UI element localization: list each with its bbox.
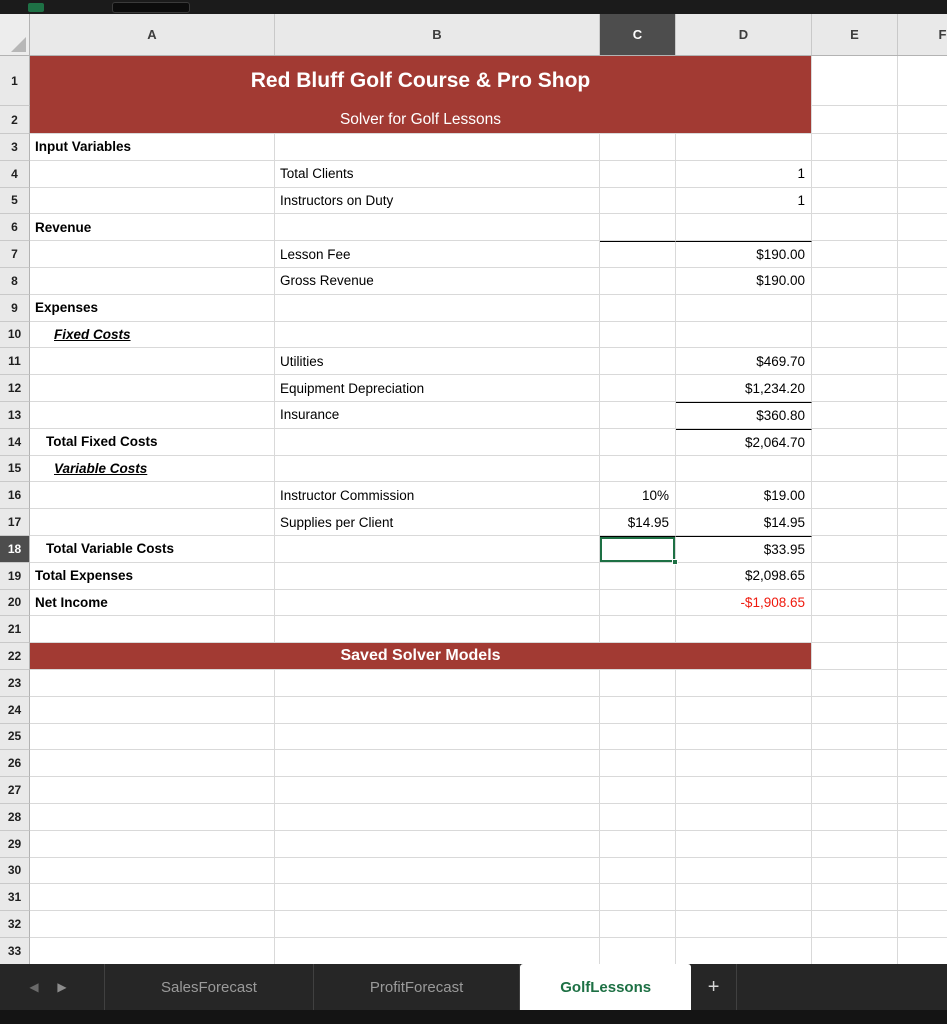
cell-C25[interactable] <box>600 724 676 751</box>
cell-A20[interactable]: Net Income <box>30 590 275 617</box>
cell-E5[interactable] <box>812 188 898 215</box>
cell-E23[interactable] <box>812 670 898 697</box>
cell-D14[interactable]: $2,064.70 <box>676 429 812 456</box>
row-header-7[interactable]: 7 <box>0 241 30 268</box>
cell-D19[interactable]: $2,098.65 <box>676 563 812 590</box>
cell-E17[interactable] <box>812 509 898 536</box>
cell-C24[interactable] <box>600 697 676 724</box>
banner-row-2[interactable]: Solver for Golf Lessons <box>30 106 812 134</box>
cell-F4[interactable] <box>898 161 947 188</box>
grid-row-7 <box>0 241 947 268</box>
cell-D24[interactable] <box>676 697 812 724</box>
cell-F33[interactable] <box>898 938 947 964</box>
banner-row-1[interactable]: Red Bluff Golf Course & Pro Shop <box>30 56 812 106</box>
cell-E30[interactable] <box>812 858 898 885</box>
grid-row-22 <box>0 643 947 670</box>
cell-D17[interactable]: $14.95 <box>676 509 812 536</box>
cell-D23[interactable] <box>676 670 812 697</box>
row-header-15[interactable]: 15 <box>0 456 30 483</box>
grid-row-19 <box>0 563 947 590</box>
cell-A32[interactable] <box>30 911 275 938</box>
cell-C10[interactable] <box>600 322 676 349</box>
cell-F32[interactable] <box>898 911 947 938</box>
cell-B8[interactable]: Gross Revenue <box>275 268 600 295</box>
cell-F24[interactable] <box>898 697 947 724</box>
grid-row-3 <box>0 134 947 161</box>
row-header-10[interactable]: 10 <box>0 322 30 349</box>
cell-A26[interactable] <box>30 750 275 777</box>
row-header-22[interactable]: 22 <box>0 643 30 670</box>
cell-D28[interactable] <box>676 804 812 831</box>
cell-C7[interactable] <box>600 241 676 268</box>
row-header-4[interactable]: 4 <box>0 161 30 188</box>
cell-E15[interactable] <box>812 456 898 483</box>
cell-C5[interactable] <box>600 188 676 215</box>
row-header-17[interactable]: 17 <box>0 509 30 536</box>
column-header-F[interactable]: F <box>898 14 947 55</box>
cell-B7[interactable]: Lesson Fee <box>275 241 600 268</box>
status-bar-fragment <box>0 1010 947 1024</box>
cell-A28[interactable] <box>30 804 275 831</box>
cell-C31[interactable] <box>600 884 676 911</box>
cell-A6[interactable]: Revenue <box>30 214 275 241</box>
name-box-fragment-icon <box>28 3 44 12</box>
cell-E20[interactable] <box>812 590 898 617</box>
cell-A3[interactable]: Input Variables <box>30 134 275 161</box>
cell-C8[interactable] <box>600 268 676 295</box>
cell-C33[interactable] <box>600 938 676 964</box>
grid-row-29 <box>0 831 947 858</box>
column-header-E[interactable]: E <box>812 14 898 55</box>
cell-A10[interactable]: Fixed Costs <box>30 322 275 349</box>
cell-D30[interactable] <box>676 858 812 885</box>
cell-D7[interactable]: $190.00 <box>676 241 812 268</box>
row-header-8[interactable]: 8 <box>0 268 30 295</box>
cell-E21[interactable] <box>812 616 898 643</box>
column-header-C[interactable]: C <box>600 14 676 55</box>
grid-body <box>0 56 947 964</box>
cell-B33[interactable] <box>275 938 600 964</box>
cell-E3[interactable] <box>812 134 898 161</box>
cell-A27[interactable] <box>30 777 275 804</box>
cell-A29[interactable] <box>30 831 275 858</box>
banner-row-22[interactable]: Saved Solver Models <box>30 643 812 670</box>
cell-B28[interactable] <box>275 804 600 831</box>
row-header-33[interactable]: 33 <box>0 938 30 964</box>
cell-E9[interactable] <box>812 295 898 322</box>
grid-row-26 <box>0 750 947 777</box>
cell-E32[interactable] <box>812 911 898 938</box>
grid-row-2 <box>0 106 947 134</box>
cell-B20[interactable] <box>275 590 600 617</box>
cell-E26[interactable] <box>812 750 898 777</box>
prev-sheet-arrow-icon[interactable]: ◀ <box>29 980 39 994</box>
grid-row-18 <box>0 536 947 563</box>
cell-C13[interactable] <box>600 402 676 429</box>
cell-F28[interactable] <box>898 804 947 831</box>
cell-C23[interactable] <box>600 670 676 697</box>
row-header-5[interactable]: 5 <box>0 188 30 215</box>
row-header-1[interactable]: 1 <box>0 56 30 106</box>
cell-A7[interactable] <box>30 241 275 268</box>
cell-E1[interactable] <box>812 56 898 106</box>
cell-F19[interactable] <box>898 563 947 590</box>
cell-A14[interactable]: Total Fixed Costs <box>30 429 275 456</box>
grid-row-4 <box>0 161 947 188</box>
cell-B17[interactable]: Supplies per Client <box>275 509 600 536</box>
row-header-24[interactable]: 24 <box>0 697 30 724</box>
column-header-D[interactable]: D <box>676 14 812 55</box>
cell-C20[interactable] <box>600 590 676 617</box>
cell-F2[interactable] <box>898 106 947 134</box>
cell-A15[interactable]: Variable Costs <box>30 456 275 483</box>
cell-E25[interactable] <box>812 724 898 751</box>
cell-E28[interactable] <box>812 804 898 831</box>
cell-F20[interactable] <box>898 590 947 617</box>
grid-row-31 <box>0 884 947 911</box>
cell-E6[interactable] <box>812 214 898 241</box>
row-header-27[interactable]: 27 <box>0 777 30 804</box>
column-header-A[interactable]: A <box>30 14 275 55</box>
cell-C4[interactable] <box>600 161 676 188</box>
cell-B4[interactable]: Total Clients <box>275 161 600 188</box>
cell-D27[interactable] <box>676 777 812 804</box>
sheet-tab-bar <box>0 964 947 1010</box>
cell-E8[interactable] <box>812 268 898 295</box>
grid-row-14 <box>0 429 947 456</box>
cell-E12[interactable] <box>812 375 898 402</box>
cell-B27[interactable] <box>275 777 600 804</box>
cell-A9[interactable]: Expenses <box>30 295 275 322</box>
cell-D20[interactable]: -$1,908.65 <box>676 590 812 617</box>
cell-D9[interactable] <box>676 295 812 322</box>
cell-B11[interactable]: Utilities <box>275 348 600 375</box>
column-header-row <box>0 14 947 56</box>
cell-A16[interactable] <box>30 482 275 509</box>
cell-C29[interactable] <box>600 831 676 858</box>
grid-row-32 <box>0 911 947 938</box>
cell-B6[interactable] <box>275 214 600 241</box>
grid-row-1 <box>0 56 947 106</box>
grid-row-15 <box>0 456 947 483</box>
grid-row-11 <box>0 348 947 375</box>
cell-A5[interactable] <box>30 188 275 215</box>
cell-D16[interactable]: $19.00 <box>676 482 812 509</box>
grid-row-21 <box>0 616 947 643</box>
formula-bar-fragment <box>112 2 190 13</box>
cell-F14[interactable] <box>898 429 947 456</box>
row-header-23[interactable]: 23 <box>0 670 30 697</box>
row-header-19[interactable]: 19 <box>0 563 30 590</box>
cell-C18[interactable] <box>600 536 676 563</box>
cell-F12[interactable] <box>898 375 947 402</box>
cell-E22[interactable] <box>812 643 898 670</box>
cell-A33[interactable] <box>30 938 275 964</box>
cell-E31[interactable] <box>812 884 898 911</box>
cell-B25[interactable] <box>275 724 600 751</box>
cell-F8[interactable] <box>898 268 947 295</box>
cell-E16[interactable] <box>812 482 898 509</box>
cell-C6[interactable] <box>600 214 676 241</box>
cell-F13[interactable] <box>898 402 947 429</box>
cell-B15[interactable] <box>275 456 600 483</box>
cell-C21[interactable] <box>600 616 676 643</box>
cell-F17[interactable] <box>898 509 947 536</box>
cell-F10[interactable] <box>898 322 947 349</box>
cell-B26[interactable] <box>275 750 600 777</box>
cell-C9[interactable] <box>600 295 676 322</box>
grid-row-28 <box>0 804 947 831</box>
cell-F11[interactable] <box>898 348 947 375</box>
cell-A18[interactable]: Total Variable Costs <box>30 536 275 563</box>
cell-A24[interactable] <box>30 697 275 724</box>
cell-D25[interactable] <box>676 724 812 751</box>
cell-F29[interactable] <box>898 831 947 858</box>
cell-B16[interactable]: Instructor Commission <box>275 482 600 509</box>
cell-C28[interactable] <box>600 804 676 831</box>
cell-E33[interactable] <box>812 938 898 964</box>
toolbar-fragment <box>0 0 947 14</box>
cell-C30[interactable] <box>600 858 676 885</box>
spreadsheet-grid <box>0 14 947 964</box>
cell-A31[interactable] <box>30 884 275 911</box>
cell-B30[interactable] <box>275 858 600 885</box>
cell-F16[interactable] <box>898 482 947 509</box>
cell-D3[interactable] <box>676 134 812 161</box>
cell-B9[interactable] <box>275 295 600 322</box>
sheet-tabs <box>104 964 691 1010</box>
cell-F7[interactable] <box>898 241 947 268</box>
cell-A4[interactable] <box>30 161 275 188</box>
row-header-13[interactable]: 13 <box>0 402 30 429</box>
row-header-12[interactable]: 12 <box>0 375 30 402</box>
cell-D15[interactable] <box>676 456 812 483</box>
cell-B5[interactable]: Instructors on Duty <box>275 188 600 215</box>
row-header-9[interactable]: 9 <box>0 295 30 322</box>
grid-row-30 <box>0 858 947 885</box>
grid-row-12 <box>0 375 947 402</box>
row-header-31[interactable]: 31 <box>0 884 30 911</box>
cell-E11[interactable] <box>812 348 898 375</box>
cell-E4[interactable] <box>812 161 898 188</box>
cell-D10[interactable] <box>676 322 812 349</box>
row-header-20[interactable]: 20 <box>0 590 30 617</box>
cell-D5[interactable]: 1 <box>676 188 812 215</box>
grid-row-20 <box>0 590 947 617</box>
cell-D4[interactable]: 1 <box>676 161 812 188</box>
cell-F27[interactable] <box>898 777 947 804</box>
row-header-32[interactable]: 32 <box>0 911 30 938</box>
cell-A23[interactable] <box>30 670 275 697</box>
cell-C19[interactable] <box>600 563 676 590</box>
cell-D32[interactable] <box>676 911 812 938</box>
cell-C26[interactable] <box>600 750 676 777</box>
row-header-18[interactable]: 18 <box>0 536 30 563</box>
cell-A19[interactable]: Total Expenses <box>30 563 275 590</box>
cell-C17[interactable]: $14.95 <box>600 509 676 536</box>
cell-E27[interactable] <box>812 777 898 804</box>
cell-F25[interactable] <box>898 724 947 751</box>
cell-F21[interactable] <box>898 616 947 643</box>
cell-F6[interactable] <box>898 214 947 241</box>
cell-F30[interactable] <box>898 858 947 885</box>
cell-F26[interactable] <box>898 750 947 777</box>
row-header-21[interactable]: 21 <box>0 616 30 643</box>
cell-D11[interactable]: $469.70 <box>676 348 812 375</box>
cell-F3[interactable] <box>898 134 947 161</box>
row-header-28[interactable]: 28 <box>0 804 30 831</box>
cell-B18[interactable] <box>275 536 600 563</box>
cell-F9[interactable] <box>898 295 947 322</box>
cell-A8[interactable] <box>30 268 275 295</box>
cell-D21[interactable] <box>676 616 812 643</box>
grid-row-23 <box>0 670 947 697</box>
cell-C32[interactable] <box>600 911 676 938</box>
cell-E14[interactable] <box>812 429 898 456</box>
fill-handle[interactable] <box>672 559 678 565</box>
cell-C11[interactable] <box>600 348 676 375</box>
grid-row-25 <box>0 724 947 751</box>
cell-D6[interactable] <box>676 214 812 241</box>
cell-E18[interactable] <box>812 536 898 563</box>
grid-row-17 <box>0 509 947 536</box>
cell-D31[interactable] <box>676 884 812 911</box>
sheet-tab-salesforecast[interactable]: SalesForecast <box>105 964 314 1010</box>
grid-row-16 <box>0 482 947 509</box>
cell-D13[interactable]: $360.80 <box>676 402 812 429</box>
grid-row-6 <box>0 214 947 241</box>
cell-B12[interactable]: Equipment Depreciation <box>275 375 600 402</box>
grid-row-27 <box>0 777 947 804</box>
row-header-25[interactable]: 25 <box>0 724 30 751</box>
column-header-B[interactable]: B <box>275 14 600 55</box>
sheet-tab-profitforecast[interactable]: ProfitForecast <box>314 964 520 1010</box>
grid-row-8 <box>0 268 947 295</box>
row-header-11[interactable]: 11 <box>0 348 30 375</box>
sheet-tab-golflessons[interactable]: GolfLessons <box>520 964 691 1010</box>
row-header-26[interactable]: 26 <box>0 750 30 777</box>
cell-B14[interactable] <box>275 429 600 456</box>
row-header-2[interactable]: 2 <box>0 106 30 134</box>
cell-A21[interactable] <box>30 616 275 643</box>
cell-B32[interactable] <box>275 911 600 938</box>
grid-row-10 <box>0 322 947 349</box>
row-header-3[interactable]: 3 <box>0 134 30 161</box>
cell-D18[interactable]: $33.95 <box>676 536 812 563</box>
cell-D12[interactable]: $1,234.20 <box>676 375 812 402</box>
cell-E24[interactable] <box>812 697 898 724</box>
cell-C15[interactable] <box>600 456 676 483</box>
cell-B10[interactable] <box>275 322 600 349</box>
add-sheet-button[interactable]: + <box>691 964 737 1010</box>
next-sheet-arrow-icon[interactable]: ▶ <box>57 980 67 994</box>
cell-E10[interactable] <box>812 322 898 349</box>
cell-E29[interactable] <box>812 831 898 858</box>
cell-C16[interactable]: 10% <box>600 482 676 509</box>
cell-F31[interactable] <box>898 884 947 911</box>
cell-F22[interactable] <box>898 643 947 670</box>
cell-F5[interactable] <box>898 188 947 215</box>
grid-row-24 <box>0 697 947 724</box>
cell-A17[interactable] <box>30 509 275 536</box>
cell-C14[interactable] <box>600 429 676 456</box>
cell-A12[interactable] <box>30 375 275 402</box>
cell-A13[interactable] <box>30 402 275 429</box>
cell-B31[interactable] <box>275 884 600 911</box>
cell-D26[interactable] <box>676 750 812 777</box>
grid-row-5 <box>0 188 947 215</box>
row-header-30[interactable]: 30 <box>0 858 30 885</box>
cell-E2[interactable] <box>812 106 898 134</box>
cell-C12[interactable] <box>600 375 676 402</box>
cell-F1[interactable] <box>898 56 947 106</box>
cell-B29[interactable] <box>275 831 600 858</box>
row-header-29[interactable]: 29 <box>0 831 30 858</box>
cell-C27[interactable] <box>600 777 676 804</box>
grid-row-9 <box>0 295 947 322</box>
cell-F23[interactable] <box>898 670 947 697</box>
cell-D33[interactable] <box>676 938 812 964</box>
cell-C3[interactable] <box>600 134 676 161</box>
cell-A11[interactable] <box>30 348 275 375</box>
row-header-14[interactable]: 14 <box>0 429 30 456</box>
select-all-corner[interactable] <box>0 14 30 55</box>
cell-B13[interactable]: Insurance <box>275 402 600 429</box>
cell-B24[interactable] <box>275 697 600 724</box>
cell-B19[interactable] <box>275 563 600 590</box>
cell-B3[interactable] <box>275 134 600 161</box>
grid-row-33 <box>0 938 947 964</box>
cell-F15[interactable] <box>898 456 947 483</box>
cell-B23[interactable] <box>275 670 600 697</box>
cell-B21[interactable] <box>275 616 600 643</box>
cell-A30[interactable] <box>30 858 275 885</box>
grid-row-13 <box>0 402 947 429</box>
cell-F18[interactable] <box>898 536 947 563</box>
row-header-16[interactable]: 16 <box>0 482 30 509</box>
cell-D29[interactable] <box>676 831 812 858</box>
cell-D8[interactable]: $190.00 <box>676 268 812 295</box>
cell-A25[interactable] <box>30 724 275 751</box>
cell-E13[interactable] <box>812 402 898 429</box>
row-header-6[interactable]: 6 <box>0 214 30 241</box>
cell-E7[interactable] <box>812 241 898 268</box>
cell-E19[interactable] <box>812 563 898 590</box>
